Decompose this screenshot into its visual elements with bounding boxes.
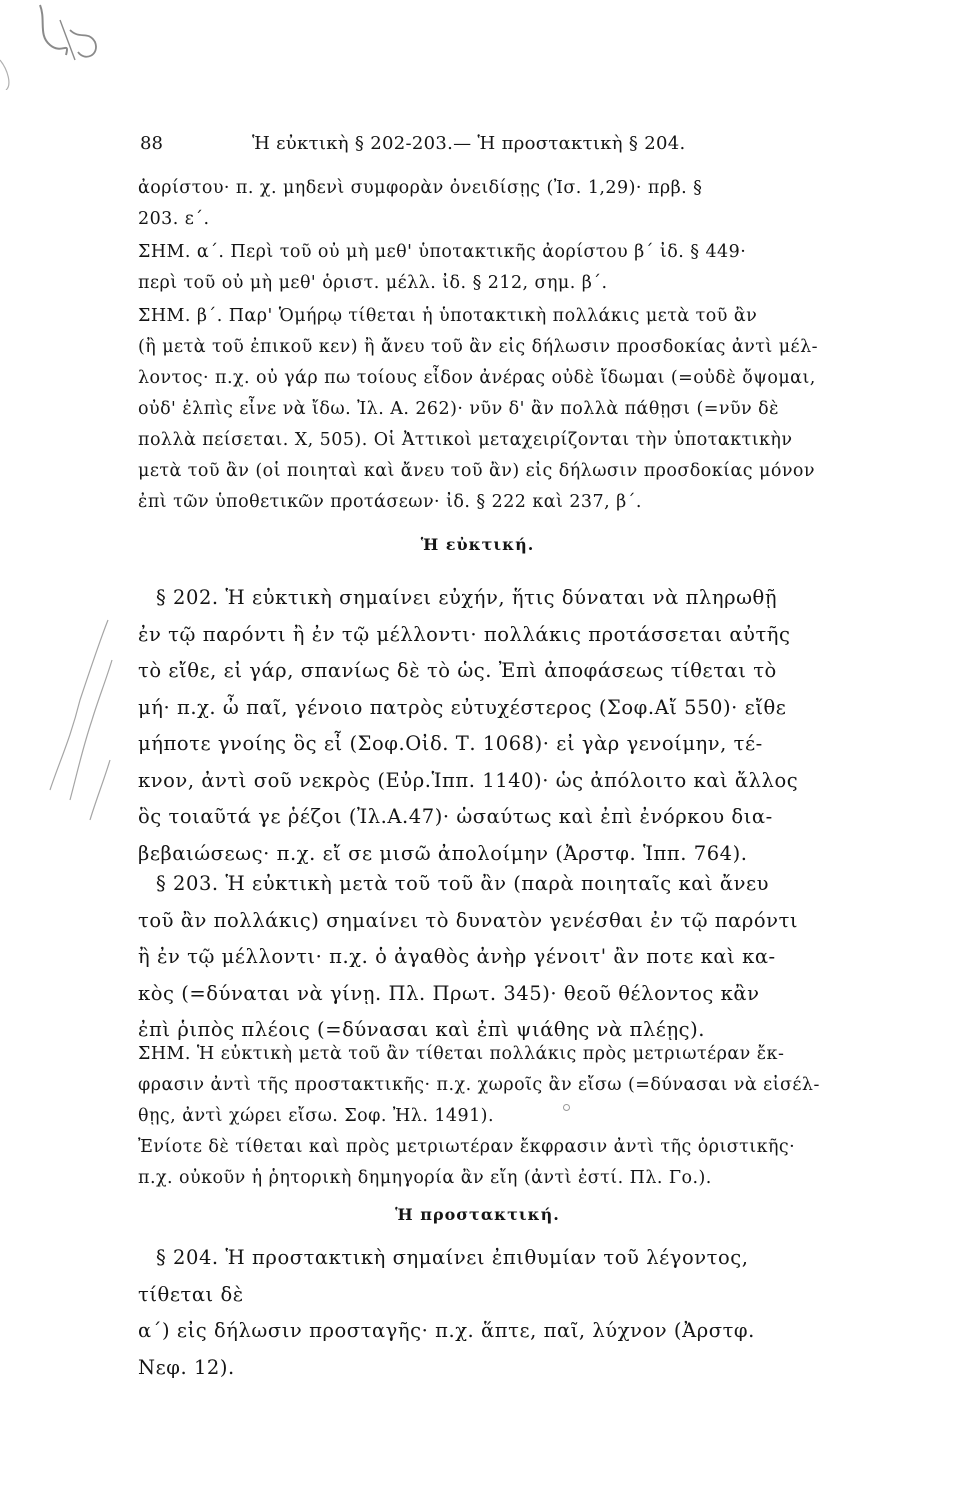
text-line: τοῦ ἂν πολλάκις) σημαίνει τὸ δυνατὸν γενέσθαι ἐν τῷ παρόντι xyxy=(138,908,799,932)
running-title: Ἡ εὐκτικὴ § 202-203.— Ἡ προστακτικὴ § 204. xyxy=(252,133,686,154)
text-line: § 204. Ἡ προστακτικὴ σημαίνει ἐπιθυμίαν τοῦ λέγοντος, xyxy=(156,1246,749,1269)
section-heading-euktiki: Ἡ εὐκτική. xyxy=(420,535,535,554)
text-line: Νεφ. 12). xyxy=(138,1355,235,1379)
text-line: (ἢ μετὰ τοῦ ἐπικοῦ κεν) ἢ ἄνευ τοῦ ἂν εἰς δήλωσιν προσδοκίας ἀντὶ μέλ- xyxy=(138,337,818,357)
section-204 xyxy=(138,1240,838,1386)
text-line: μή· π.χ. ὦ παῖ, γένοιο πατρὸς εὐτυχέστερος (Σοφ.Αἴ 550)· εἴθε xyxy=(138,695,787,719)
text-line: φρασιν ἀντὶ τῆς προστακτικῆς· π.χ. χωροῖς ἂν εἴσω (=δύνασαι νὰ εἰσέλ- xyxy=(138,1075,820,1095)
text-line: Ἐνίοτε δὲ τίθεται καὶ πρὸς μετριωτέραν ἔκφρασιν ἀντὶ τῆς ὁριστικῆς· xyxy=(138,1137,796,1157)
ink-speck xyxy=(563,1104,570,1111)
text-line: οὐδ' ἐλπὶς εἶνε νὰ ἴδω. Ἰλ. Α. 262)· νῦν δ' ἂν πολλὰ πάθῃσι (=νῦν δὲ xyxy=(138,399,779,419)
text-line: ΣΗΜ. β΄. Παρ' Ὁμήρῳ τίθεται ἡ ὑποτακτικὴ πολλάκις μετὰ τοῦ ἂν xyxy=(138,306,758,326)
page-number: 88 xyxy=(140,133,163,154)
text-line: ἐπὶ ῥιπὸς πλέοις (=δύνασαι καὶ ἐπὶ ψιάθης νὰ πλέῃς). xyxy=(138,1018,706,1041)
section-heading-prostaktiki: Ἡ προστακτική. xyxy=(395,1205,560,1224)
text-line: περὶ τοῦ οὐ μὴ μεθ' ὁριστ. μέλλ. ἰδ. § 212, σημ. β΄. xyxy=(138,273,608,293)
text-line: ἢ ἐν τῷ μέλλοντι· π.χ. ὁ ἀγαθὸς ἀνὴρ γένοιτ' ἂν ποτε καὶ κα- xyxy=(138,945,776,968)
note-c xyxy=(138,1039,838,1194)
text-line: ὃς τοιαῦτά γε ῥέζοι (Ἰλ.Α.47)· ὡσαύτως καὶ ἐπὶ ἐνόρκου δια- xyxy=(138,805,773,828)
text-line: 203. ε΄. xyxy=(138,209,210,229)
pencil-margin-note xyxy=(0,0,130,920)
text-line: § 202. Ἡ εὐκτικὴ σημαίνει εὐχήν, ἥτις δύναται νὰ πληρωθῇ xyxy=(156,586,778,609)
text-line: λοντος· π.χ. οὐ γάρ πω τοίους εἶδον ἀνέρας οὐδὲ ἴδωμαι (=οὐδὲ ὄψομαι, xyxy=(138,368,816,388)
text-line: κνον, ἀντὶ σοῦ νεκρὸς (Εὐρ.Ἱππ. 1140)· ὡς ἀπόλοιτο καὶ ἄλλος xyxy=(138,768,799,792)
text-line: πολλὰ πείσεται. Χ, 505). Οἱ Ἀττικοὶ μεταχειρίζονται τὴν ὑποτακτικὴν xyxy=(138,430,793,450)
text-line: ἀορίστου· π. χ. μηδενὶ συμφορὰν ὀνειδίσῃς (Ἰσ. 1,29)· πρβ. § xyxy=(138,178,703,198)
note-a xyxy=(138,237,838,299)
text-line: κὸς (=δύναται νὰ γίνῃ. Πλ. Πρωτ. 345)· θεοῦ θέλοντος κἂν xyxy=(138,981,760,1005)
text-line: ἐπὶ τῶν ὑποθετικῶν προτάσεων· ἰδ. § 222 καὶ 237, β΄. xyxy=(138,492,642,512)
text-line: ΣΗΜ. α΄. Περὶ τοῦ οὐ μὴ μεθ' ὑποτακτικῆς ἀορίστου β΄ ἰδ. § 449· xyxy=(138,242,747,262)
text-line: θῃς, ἀντὶ χώρει εἴσω. Σοφ. Ἠλ. 1491). xyxy=(138,1106,494,1126)
text-line: βεβαιώσεως· π.χ. εἴ σε μισῶ ἀπολοίμην (Ἀρστφ. Ἱππ. 764). xyxy=(138,841,748,865)
intro-paragraph xyxy=(138,173,838,235)
text-line: π.χ. οὐκοῦν ἡ ῥητορικὴ δημηγορία ἂν εἴη (ἀντὶ ἐστί. Πλ. Γο.). xyxy=(138,1168,712,1188)
text-line: τὸ εἴθε, εἰ γάρ, σπανίως δὲ τὸ ὡς. Ἐπὶ ἀποφάσεως τίθεται τὸ xyxy=(138,659,777,682)
running-header xyxy=(140,133,840,161)
text-line: § 203. Ἡ εὐκτικὴ μετὰ τοῦ τοῦ ἂν (παρὰ ποιηταῖς καὶ ἄνευ xyxy=(156,872,770,895)
section-202 xyxy=(138,580,838,872)
note-b xyxy=(138,301,838,518)
text-line: μήποτε γνοίης ὃς εἶ (Σοφ.Οἰδ. Τ. 1068)· εἰ γὰρ γενοίμην, τέ- xyxy=(138,732,763,755)
text-line: α΄) εἰς δήλωσιν προσταγῆς· π.χ. ἅπτε, παῖ, λύχνον (Ἀρστφ. xyxy=(138,1319,755,1342)
text-line: ἐν τῷ παρόντι ἢ ἐν τῷ μέλλοντι· πολλάκις προτάσσεται αὐτῆς xyxy=(138,622,791,646)
text-line: τίθεται δὲ xyxy=(138,1282,244,1306)
section-203 xyxy=(138,866,838,1049)
text-line: ΣΗΜ. Ἡ εὐκτικὴ μετὰ τοῦ ἂν τίθεται πολλάκις πρὸς μετριωτέραν ἔκ- xyxy=(138,1044,785,1064)
text-line: μετὰ τοῦ ἂν (οἱ ποιηταὶ καὶ ἄνευ τοῦ ἂν) εἰς δήλωσιν προσδοκίας μόνον xyxy=(138,461,815,481)
